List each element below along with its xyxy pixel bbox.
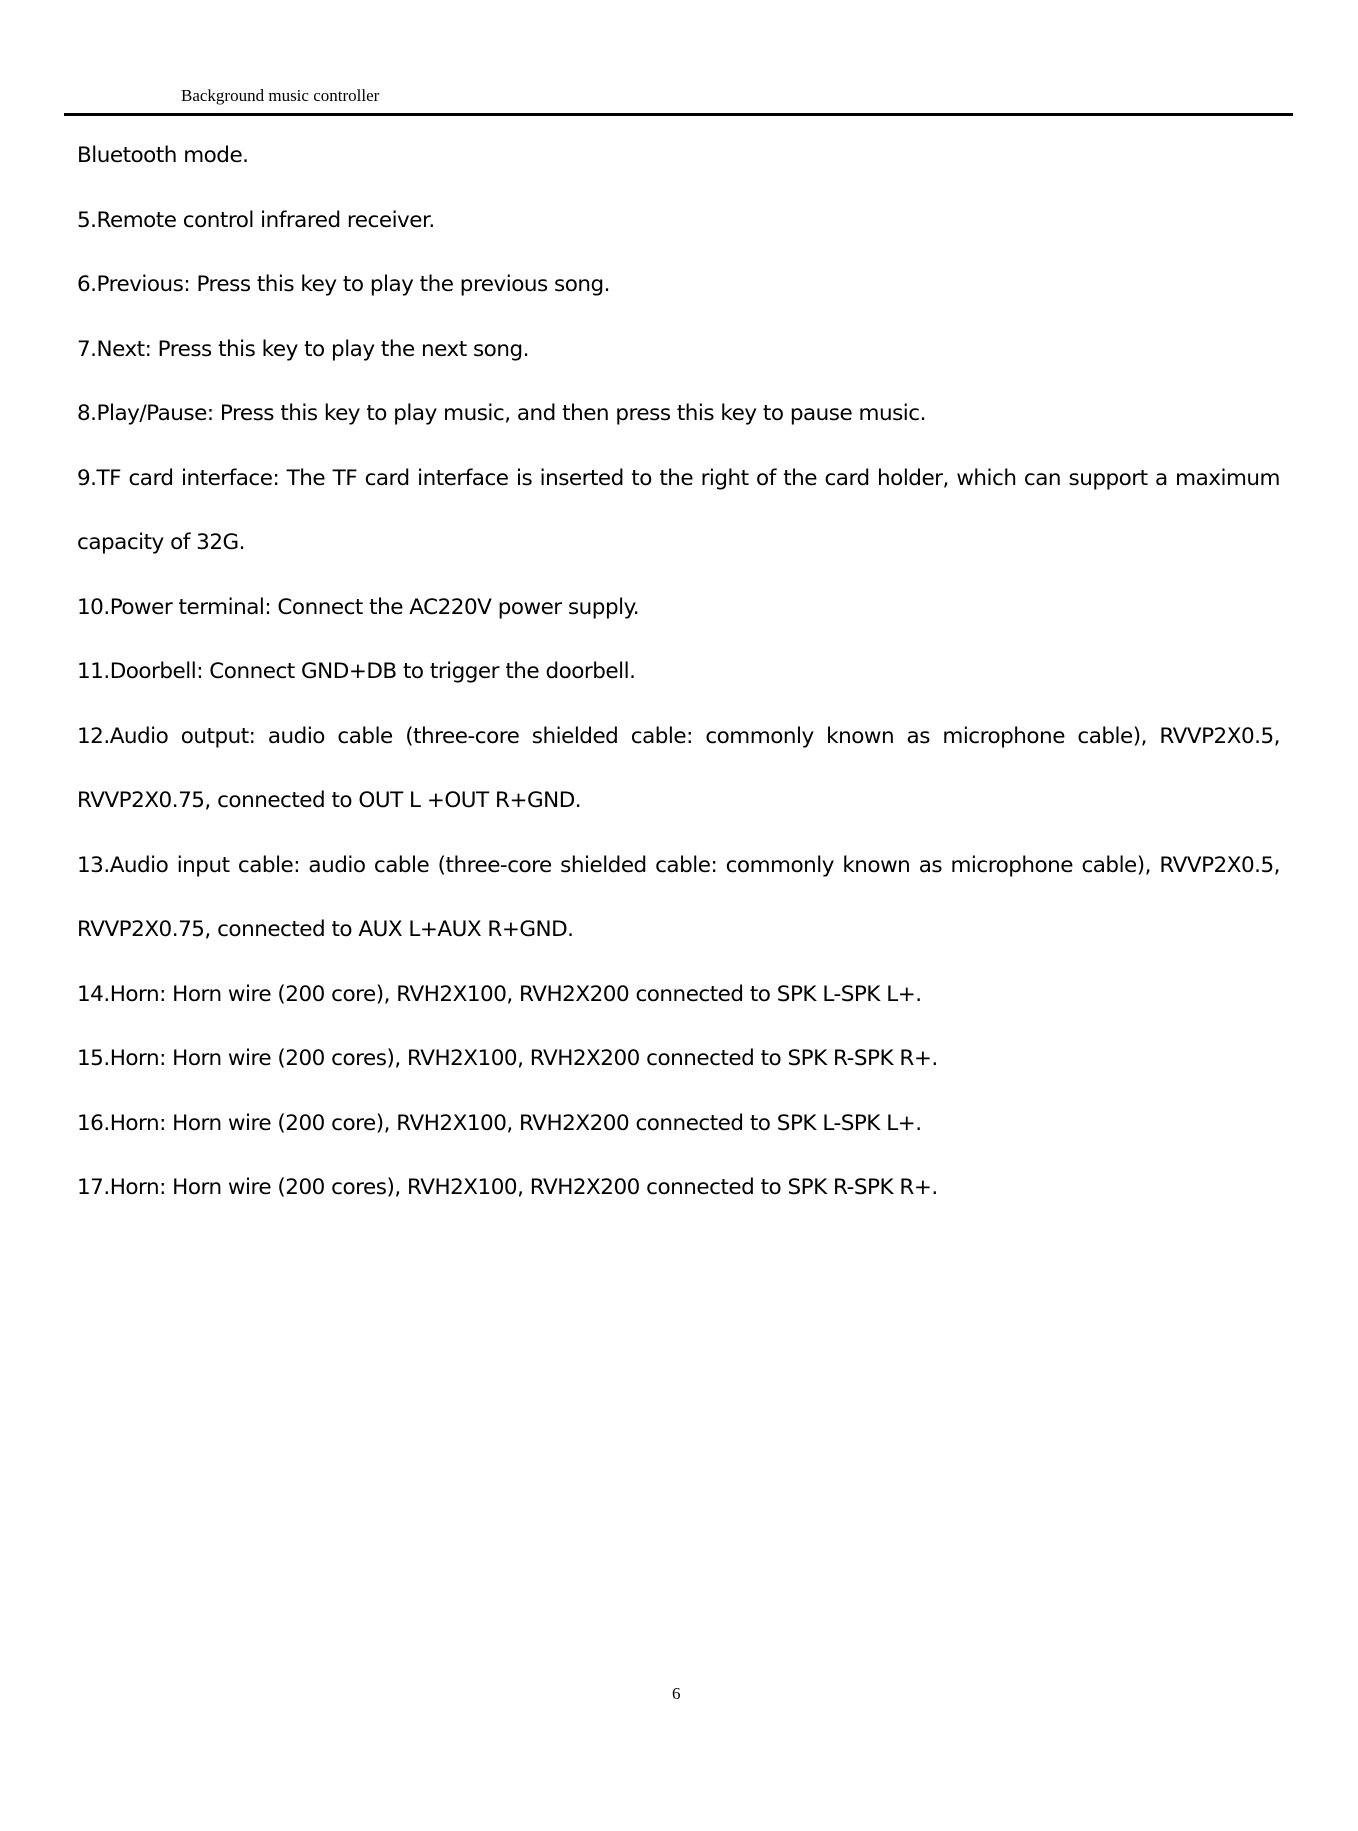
page-number: 6 bbox=[672, 1684, 681, 1703]
header-rule bbox=[64, 113, 1293, 116]
paragraph-item-12: 12.Audio output: audio cable (three-core shielded cable: commonly known as microphone cable), RVVP2X0.5, RVVP2X0.75, connected to OUT L +OUT R+GND. bbox=[77, 723, 1280, 813]
paragraph-item-6: 6.Previous: Press this key to play the previous song. bbox=[77, 272, 611, 297]
paragraph-item-14: 14.Horn: Horn wire (200 core), RVH2X100, RVH2X200 connected to SPK L-SPK L+. bbox=[77, 981, 922, 1007]
paragraph-bluetooth-mode: Bluetooth mode. bbox=[77, 143, 249, 168]
paragraph-item-15: 15.Horn: Horn wire (200 cores), RVH2X100, RVH2X200 connected to SPK R-SPK R+. bbox=[77, 1046, 938, 1071]
paragraph-item-16: 16.Horn: Horn wire (200 core), RVH2X100, RVH2X200 connected to SPK L-SPK L+. bbox=[77, 1110, 922, 1136]
paragraph-item-5: 5.Remote control infrared receiver. bbox=[77, 207, 435, 233]
paragraph-item-9: 9.TF card interface: The TF card interface is inserted to the right of the card holder, which can support a maximum capacity of 32G. bbox=[77, 465, 1280, 555]
paragraph-item-8: 8.Play/Pause: Press this key to play music, and then press this key to pause music. bbox=[77, 401, 926, 426]
paragraph-item-13: 13.Audio input cable: audio cable (three-core shielded cable: commonly known as microphone cable), RVVP2X0.5, RVVP2X0.75, connected to AUX L+AUX R+GND. bbox=[77, 852, 1280, 942]
paragraph-item-17: 17.Horn: Horn wire (200 cores), RVH2X100, RVH2X200 connected to SPK R-SPK R+. bbox=[77, 1175, 938, 1200]
paragraph-item-7: 7.Next: Press this key to play the next song. bbox=[77, 336, 529, 362]
paragraph-item-10: 10.Power terminal: Connect the AC220V power supply. bbox=[77, 594, 640, 620]
running-header: Background music controller bbox=[181, 86, 380, 105]
paragraph-item-11: 11.Doorbell: Connect GND+DB to trigger the doorbell. bbox=[77, 659, 636, 684]
body-text bbox=[77, 124, 1280, 1221]
